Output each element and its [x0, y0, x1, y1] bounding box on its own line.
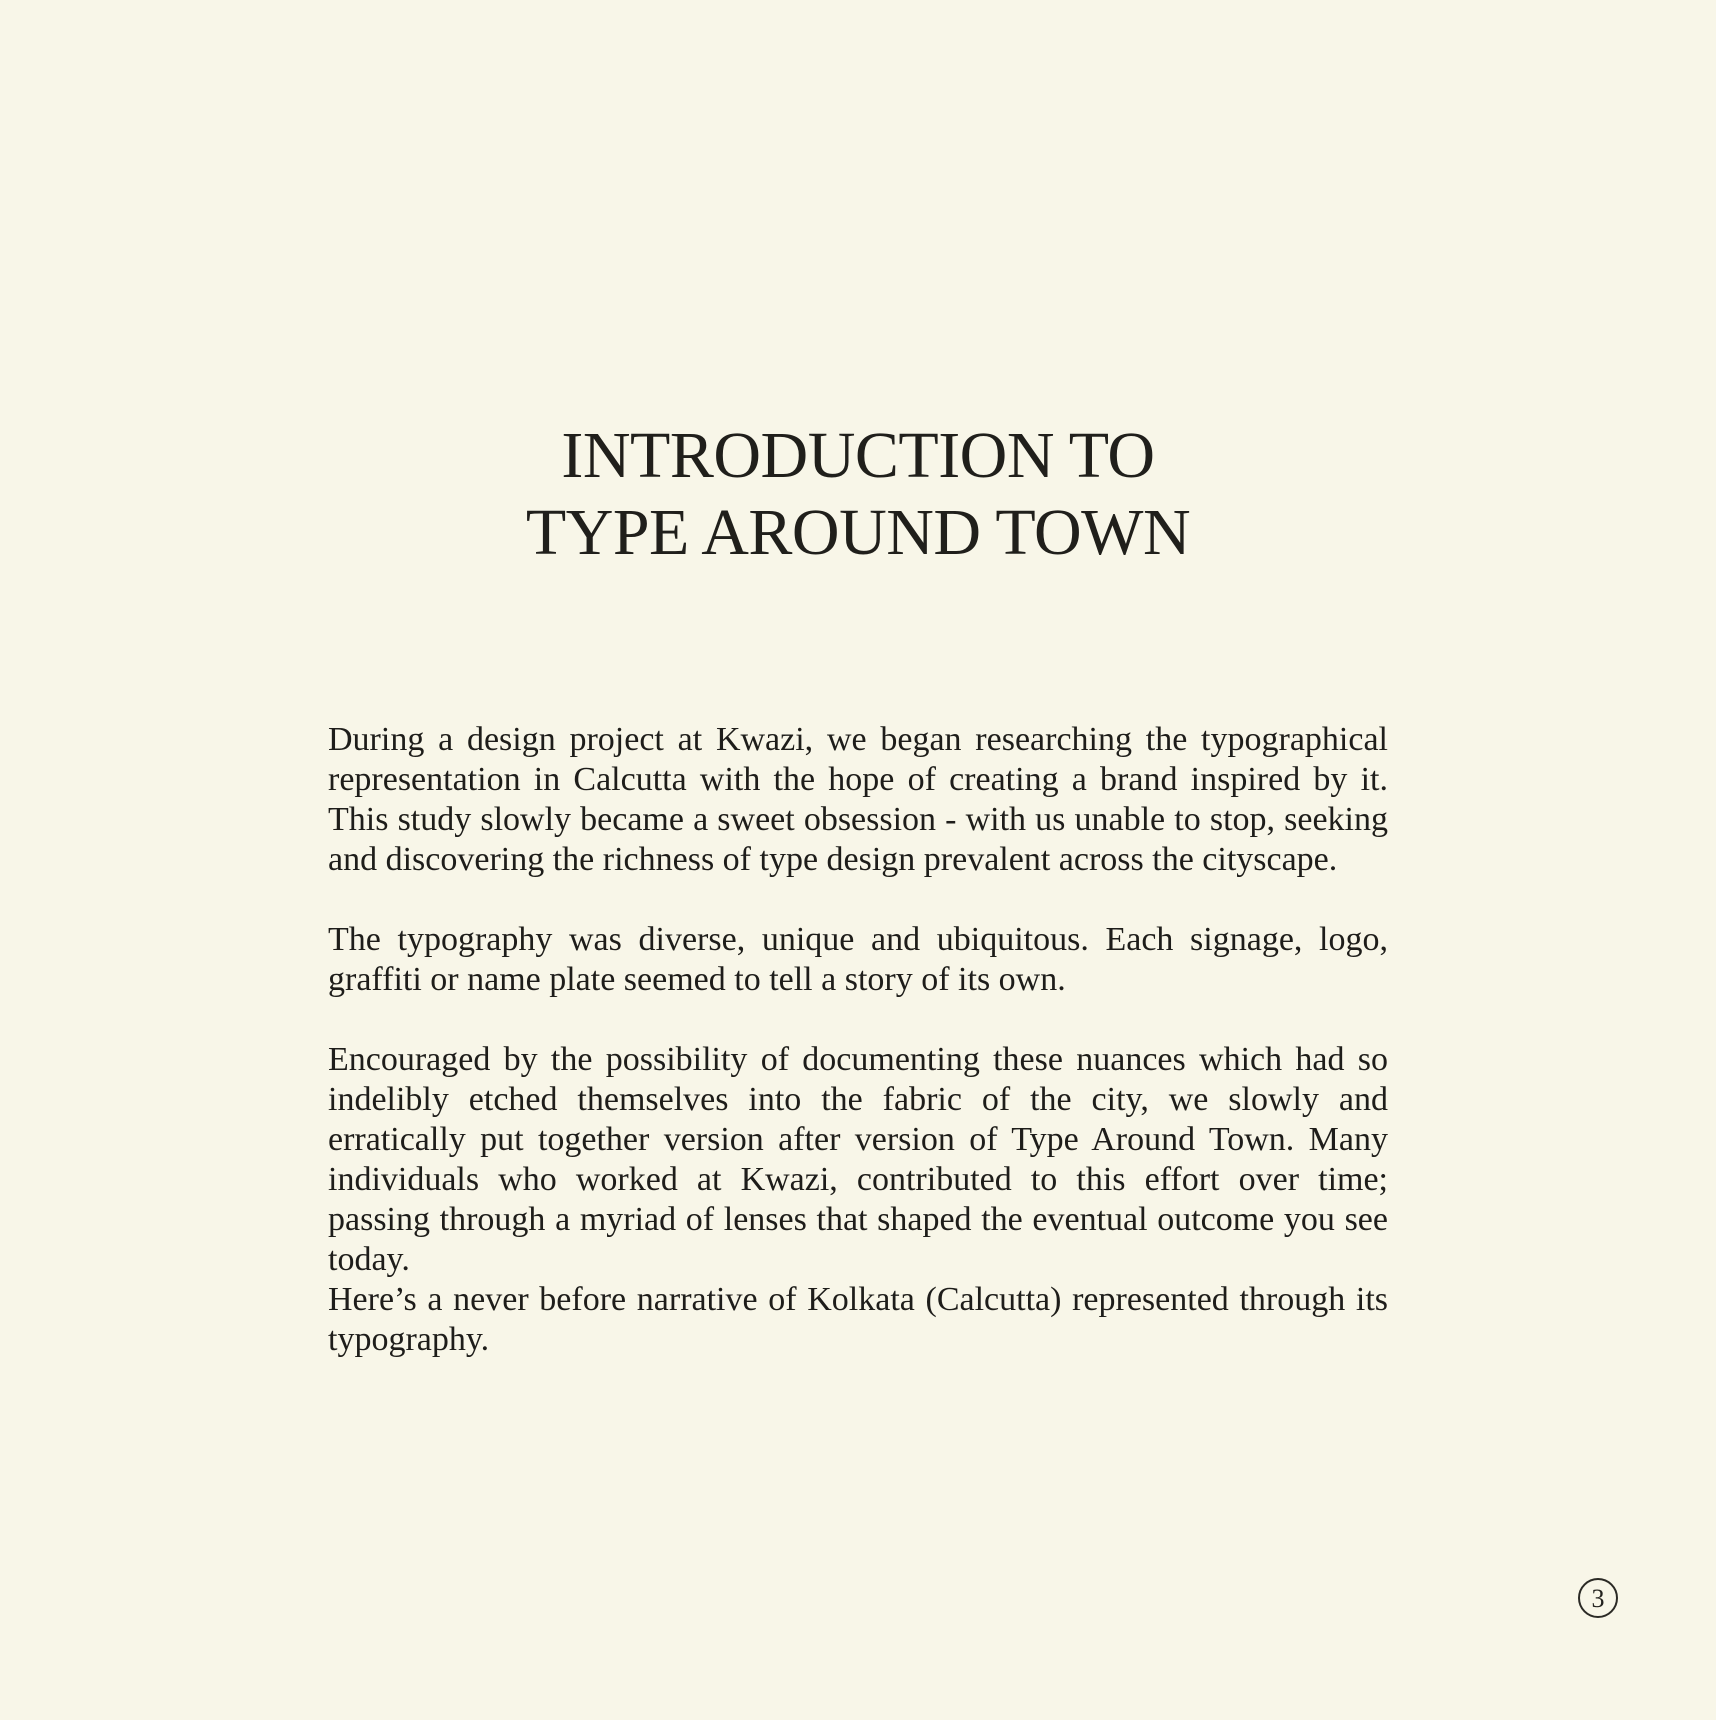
- intro-paragraph-2: The typography was diverse, unique and ubiquitous. Each signage, logo, graffiti or name plate seemed to tell a story of its own.: [328, 921, 1388, 998]
- page-title: [328, 417, 1388, 571]
- page-title-line-2: TYPE AROUND TOWN: [525, 496, 1191, 569]
- page-number-badge: [1578, 1578, 1618, 1618]
- intro-paragraph-1: During a design project at Kwazi, we began researching the typographical representation in Calcutta with the hope of creating a brand inspired by it. This study slowly became a sweet obsession - with us unable to stop, seeking and discovering the richness of type design prevalent across the cityscape.: [328, 721, 1388, 878]
- intro-text-column: [328, 720, 1388, 1360]
- intro-paragraph-4: Here’s a never before narrative of Kolkata (Calcutta) represented through its typography.: [328, 1281, 1388, 1358]
- page-number: 3: [1591, 1583, 1605, 1613]
- page-title-line-1: INTRODUCTION TO: [561, 419, 1155, 492]
- intro-paragraph-3: Encouraged by the possibility of documenting these nuances which had so indelibly etched themselves into the fabric of the city, we slowly and erratically put together version after version of Type Around Town. Many individuals who worked at Kwazi, contributed to this effort over time; passing through a myriad of lenses that shaped the eventual outcome you see today.: [328, 1041, 1388, 1278]
